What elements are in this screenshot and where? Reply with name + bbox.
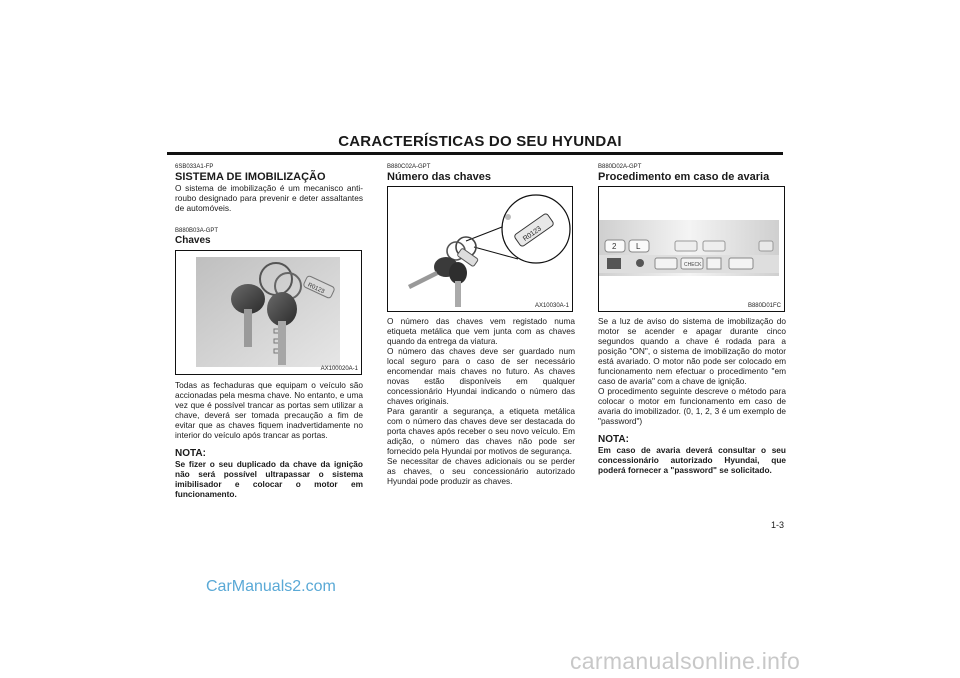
note-label: NOTA:: [175, 448, 206, 459]
page-number: 1-3: [771, 520, 785, 530]
watermark-link-right[interactable]: carmanualsonline.info: [570, 648, 801, 674]
section-title-immobilizer: SISTEMA DE IMOBILIZAÇÃO: [175, 171, 326, 183]
section-code: 6SB033A1-FP: [175, 164, 214, 170]
figure-key-number: [387, 186, 573, 312]
key-tag-number: R0123: [521, 225, 543, 243]
note-text: Se fizer o seu duplicado da chave da ignição não será possível ultrapassar o sistema imibilisador e colocar o motor em funcionamento.: [175, 459, 363, 499]
panel-label: CHECK: [684, 262, 702, 268]
page-header-title: CARACTERÍSTICAS DO SEU HYUNDAI: [338, 133, 622, 150]
column-left: [175, 163, 363, 499]
header-rule: [167, 152, 783, 155]
note-label: NOTA:: [598, 434, 629, 445]
key-number-text: O número das chaves vem registado numa etiqueta metálica que vem junta com as chaves quando da entrega da viatura. O número das chaves deve ser guardado num local seguro para o caso de ser necessário encomendar mais chaves no futuro. As chaves novas estão disponíveis em qualquer concessionário Hyundai indicando o número das chaves originais. Para garantir a segurança, a etiqueta metálica com o número das chaves deve ser destacada do porta chaves após receber o seu novo veículo. Em adição, o número das chaves não pode ser fornecido pela Hyundai por motivos de segurança. Se necessitar de chaves adicionais ou se perder as chaves, o seu concessionário autorizado Hyundai pode produzir as chaves.: [387, 316, 575, 486]
column-middle: [387, 163, 575, 486]
keys-illustration: [176, 251, 361, 374]
key-tag-number: R0123: [306, 282, 326, 296]
note-text: Em caso de avaria deverá consultar o seu concessionário autorizado Hyundai, que poderá fornecer a "password" se solicitado.: [598, 445, 786, 475]
panel-label: L: [636, 242, 641, 251]
failure-procedure-text: Se a luz de aviso do sistema de imobilização do motor se acender e apagar durante cinco segundos quando a chave é rodada para a posição "ON", o sistema de imobilização do motor está avariado. O motor não pode ser colocado em funcionamento nem efectuar o procedimento "em caso de avaria" com a chave de ignição. O procedimento seguinte descreve o método para colocar o motor em funcionamento em caso de avaria do imobilizador. (0, 1, 2, 3 é um exemplo de "password"): [598, 316, 786, 426]
section-title-keys: Chaves: [175, 235, 211, 246]
key-number-illustration: [388, 187, 572, 311]
section-title-failure-procedure: Procedimento em caso de avaria: [598, 171, 770, 183]
section-code: B880B03A-GPT: [175, 228, 219, 234]
section-code: B880C02A-GPT: [387, 164, 431, 170]
section-title-key-number: Número das chaves: [387, 171, 491, 183]
figure-keys: [175, 250, 362, 375]
figure-warning-panel: [598, 186, 785, 312]
instrument-panel-illustration: [599, 187, 784, 311]
keys-text: Todas as fechaduras que equipam o veículo são accionadas pela mesma chave. No entanto, e uma vez que é possível trancar as portas sem utilizar a chave, deverá ser tomada precaução a fim de evitar que as chaves fiquem inadvertidamente no interior do veículo após trancar as portas.: [175, 380, 363, 440]
figure-code: AX10030A-1: [534, 303, 569, 309]
column-right: [598, 163, 786, 475]
panel-label: 2: [612, 242, 617, 251]
figure-code: B880D01FC: [747, 303, 781, 309]
immobilizer-text: O sistema de imobilização é um mecanisco anti-roubo designado para prevenir e deter assaltantes de automóveis.: [175, 183, 363, 213]
section-code: B880D02A-GPT: [598, 164, 642, 170]
watermark-link-left[interactable]: CarManuals2.com: [206, 578, 336, 595]
figure-code: AX100020A-1: [320, 366, 358, 372]
